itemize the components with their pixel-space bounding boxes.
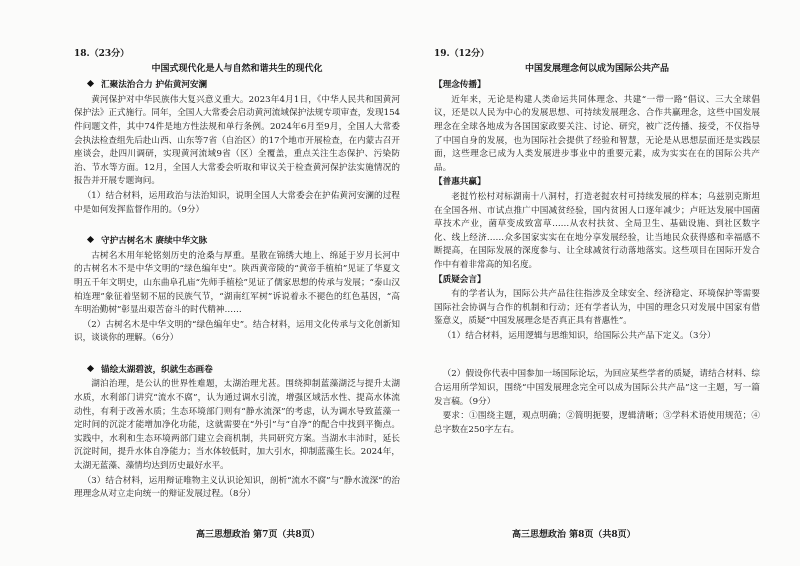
tag-win-win: 【普惠共赢】 — [434, 177, 486, 188]
section-paragraph-yellow-river: 黄河保护对中华民族伟大复兴意义重大。2023年4月1日，《中华人民共和国黄河保护法》正式施行。同年，全国人大常委会启动黄河流域保护法规专项审查，发现154件问题文件，其中74件是地方性法规和单行条例。2024年6月至9月，全国人大常委会执法检查组先后赴山西、山东等7省（自治区）的17个地市开展检查，在内蒙古召开座谈会，赴四川调研，实现黄河流域9省（区）全覆盖，重点关注生态保护、污染防治、节水等方面。12月，全国人大常委会听取和审议关于检查黄河保护法实施情况的报告并开展专题询问。 — [74, 94, 400, 187]
right-column — [434, 48, 760, 437]
page-footer-8: 高三思想政治 第8页（共8页） — [512, 530, 636, 540]
question-18-3: （3）结合材料，运用辩证唯物主义认识论知识，剖析“流水不腐”与“静水流深”的治理理念从对立走向统一的辩证发展过程。（8分） — [74, 475, 400, 500]
tag-idea-spread: 【理念传播】 — [434, 80, 486, 91]
question-18-title: 中国式现代化是人与自然和谐共生的现代化 — [151, 63, 323, 74]
question-19-requirements: 要求：①围绕主题，观点明确；②简明扼要，逻辑清晰；③学科术语使用规范；④总字数在250字左右。 — [434, 411, 760, 435]
section-heading-taihu: 锚绘太湖碧波，织就生态画卷 — [88, 364, 400, 378]
question-18-1: （1）结合材料，运用政治与法治知识，说明全国人大常委会在护佑黄河安澜的过程中是如何发挥监督作用的。（9分） — [74, 190, 400, 215]
diamond-bullet-icon — [87, 236, 94, 243]
diamond-bullet-icon — [87, 80, 94, 87]
question-19-2: （2）假设你代表中国参加一场国际论坛，为回应某些学者的质疑，请结合材料、综合运用所学知识，围绕“中国发展理念完全可以成为国际公共产品”这一主题，写一篇发言稿。（9分） — [434, 369, 760, 407]
paragraph-idea-spread: 近年来，无论是构建人类命运共同体理念、共建“一带一路”倡议、三大全球倡议，还是以人民为中心的发展思想、可持续发展理念、合作共赢理念，这些中国发展理念在全球各地成为各国国家政要关注、讨论、研究，被广泛传播、接受，不仅指导了中国自身的发展，也为国际社会提供了经验和智慧，无论是从思想层面还是实践层面，这些理念已成为人类发展进步事业中的重要元素，成为实实在在的国际公共产品。 — [434, 94, 760, 173]
section-heading-ancient-trees: 守护古树名木 赓续中华文脉 — [88, 235, 400, 249]
question-19-number: 19.（12分） — [434, 49, 490, 59]
question-19-1: （1）结合材料，运用逻辑与思维知识，给国际公共产品下定义。（3分） — [442, 330, 716, 341]
question-19-title: 中国发展理念何以成为国际公共产品 — [524, 63, 669, 74]
section-heading-yellow-river: 汇聚法治合力 护佑黄河安澜 — [88, 79, 400, 93]
paragraph-win-win: 老挝竹松村对标湖南十八洞村，打造老挝农村可持续发展的样本；乌兹别克斯坦在全国各州、市试点推广中国减贫经验，国内贫困人口逐年减少；卢旺达发展中国菌草技术产业，菌草变成致富草……从农村扶贫、全局卫生、基础设施、到社区数字化、线上经济……众多国家实实在在地分享发展经验，让当地民众获得感和幸福感不断提高，在国际发展的深度参与、让全球减贫行动落地落实。这些项目在国际开发合作中有着非常高的知名度。 — [434, 191, 760, 270]
tag-doubts: 【质疑会言】 — [434, 274, 486, 285]
paragraph-doubts: 有的学者认为，国际公共产品往往指涉及全球安全、经济稳定、环境保护等需要国际社会协调与合作的机制和行动；还有学者认为，中国的理念只对发展中国家有借鉴意义，质疑“中国发展理念是否真正具有普惠性”。 — [434, 289, 760, 327]
question-18-2: （2）古树名木是中华文明的“绿色编年史”。结合材料，运用文化传承与文化创新知识，谈谈你的理解。（6分） — [74, 319, 400, 344]
diamond-bullet-icon — [87, 365, 94, 372]
page-footer-7: 高三思想政治 第7页（共8页） — [196, 530, 320, 540]
section-paragraph-ancient-trees: 古树名木用年轮铭刻历史的沧桑与厚重。星散在锦绣大地上、绵延于岁月长河中的古树名木不是中华文明的“绿色编年史”。陕西黄帝陵的“黄帝手植柏”见证了华夏文明五千年文明史，山东曲阜孔庙“先师手植桧”见证了儒家思想的传承与发展；“泰山汉柏连理”象征着坚韧不屈的民族气节，“湖南红军树”诉说着永不褪色的红色基因，“高车明治勤树”彰显出艰苦奋斗的时代精神…… — [74, 250, 400, 316]
left-column — [74, 48, 400, 502]
section-paragraph-taihu: 湖泊治理，是公认的世界性难题，太湖治理尤甚。围绕抑制蓝藻湖泛与提升太湖水质，水利部门讲究“流水不腐”，认为通过调水引流，增强区域活水性、提高水体流动性，有利于改善水质；生态环境部门则有“静水流深”的考虑，认为调水导致蓝藻一定时间的沉淀才能增加净化功能，这就需要在“外引”与“自净”的配合中找到平衡点。实践中，水利和生态环境两部门建立会商机制，共同研究方案。当湖水丰沛时，延长沉淀时间，提升水体自净能力；当水体较低时，加大引水，抑制蓝藻生长。2024年，太湖无蓝藻、藻情均达到历史最好水平。 — [74, 379, 400, 472]
question-18-number: 18.（23分） — [74, 49, 130, 59]
